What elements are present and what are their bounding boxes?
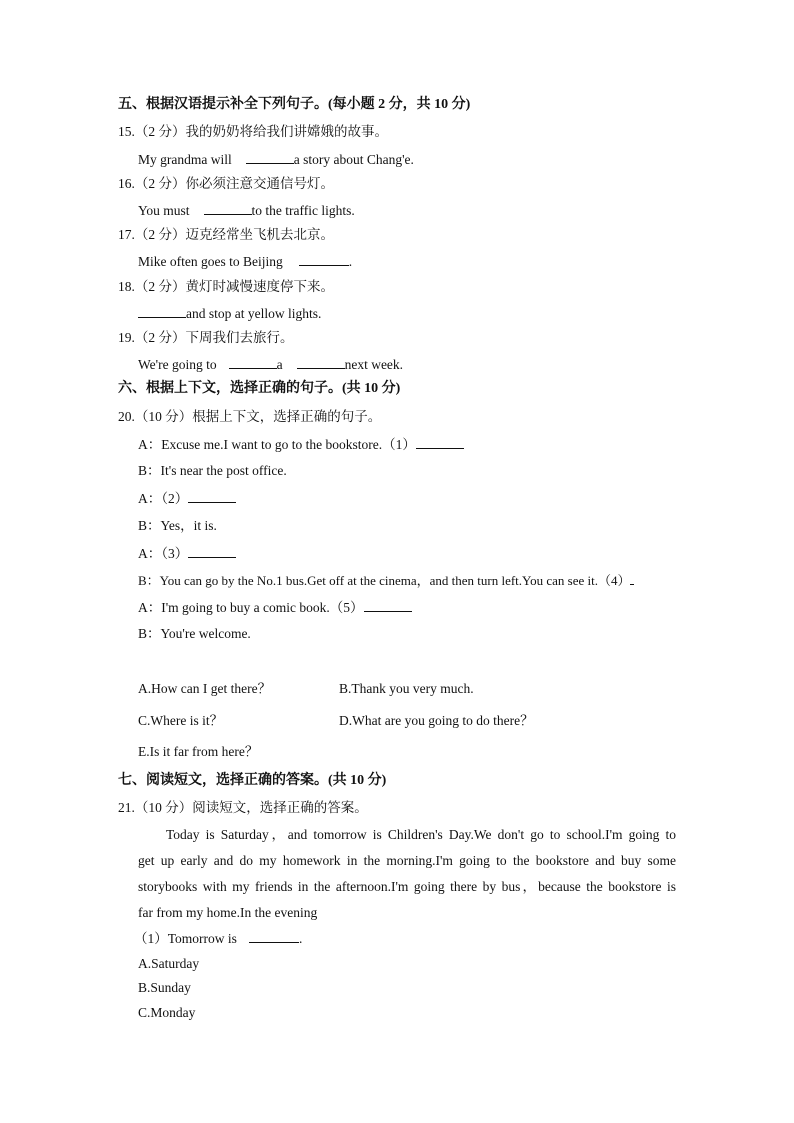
speaker-label: A： — [138, 491, 162, 506]
q17-blank[interactable] — [299, 252, 349, 266]
speaker-label: B： — [138, 626, 161, 641]
dialogue-line — [138, 517, 217, 535]
question-18-answer — [138, 304, 321, 323]
q17-text-after: . — [348, 254, 353, 269]
q18-blank[interactable] — [138, 304, 186, 318]
q16-text-after: to the traffic lights. — [251, 203, 355, 218]
q15-blank[interactable] — [246, 150, 294, 164]
q16-text-before: You must — [138, 203, 190, 218]
sub1-option-b: B.Sunday — [138, 980, 191, 995]
sub1-option-a: A.Saturday — [138, 956, 200, 971]
question-15-stem: 15.（2 分）我的奶奶将给我们讲嫦娥的故事。 — [118, 124, 388, 139]
q19-blank-1[interactable] — [229, 355, 277, 369]
speaker-label: B： — [138, 573, 160, 588]
question-16-answer — [138, 201, 355, 220]
q19-text-mid: a — [276, 357, 283, 372]
dialogue-text: （2） — [161, 491, 189, 506]
question-17-answer — [138, 252, 352, 271]
question-16-stem: 16.（2 分）你必须注意交通信号灯。 — [118, 176, 334, 191]
passage-line-4: far from my home.In the evening — [138, 905, 318, 920]
q19-text-before: We're going to — [138, 357, 217, 372]
option-a: A.How can I get there？ — [138, 681, 272, 696]
dialogue-line — [138, 544, 236, 563]
question-21-stem: 21.（10 分）阅读短文，选择正确的答案。 — [118, 800, 368, 815]
sub-question-1 — [134, 929, 302, 948]
question-20-stem: 20.（10 分）根据上下文，选择正确的句子。 — [118, 409, 382, 424]
dialogue-blank-4[interactable] — [630, 571, 634, 585]
dialogue-text: You're welcome. — [160, 626, 251, 641]
dialogue-text: I'm going to buy a comic book.（5） — [161, 600, 364, 615]
speaker-label: B： — [138, 518, 161, 533]
question-15-answer — [138, 150, 414, 169]
option-d: D.What are you going to do there？ — [339, 713, 534, 728]
passage-line-1: Today is Saturday，and tomorrow is Children's Day.We don't go to school.I'm going to — [166, 827, 676, 842]
question-19-stem: 19.（2 分）下周我们去旅行。 — [118, 330, 294, 345]
question-18-stem: 18.（2 分）黄灯时减慢速度停下来。 — [118, 279, 334, 294]
dialogue-line — [138, 571, 634, 590]
speaker-label: A： — [138, 546, 162, 561]
q17-text-before: Mike often goes to Beijing — [138, 254, 283, 269]
dialogue-blank-2[interactable] — [188, 489, 236, 503]
sub-question-1-text: （1）Tomorrow is — [134, 931, 237, 946]
q19-text-after: next week. — [344, 357, 404, 372]
option-e: E.Is it far from here？ — [138, 744, 259, 759]
q15-text-before: My grandma will — [138, 152, 232, 167]
dialogue-line — [138, 489, 236, 508]
q16-blank[interactable] — [204, 201, 252, 215]
dialogue-text: Yes，it is. — [160, 518, 217, 533]
dialogue-text: You can go by the No.1 bus.Get off at the cinema，and then turn left.You can see it.（4） — [159, 573, 631, 588]
question-17-stem: 17.（2 分）迈克经常坐飞机去北京。 — [118, 227, 334, 242]
dialogue-blank-5[interactable] — [364, 598, 412, 612]
passage-line-3: storybooks with my friends in the afternoon.I'm going there by bus，because the bookstore is — [138, 879, 676, 894]
dialogue-line — [138, 435, 464, 454]
speaker-label: A： — [138, 437, 162, 452]
dialogue-text: （3） — [161, 546, 189, 561]
dialogue-line — [138, 598, 412, 617]
question-19-answer — [138, 355, 403, 374]
dialogue-line — [138, 625, 251, 643]
speaker-label: A： — [138, 600, 162, 615]
q18-text-after: and stop at yellow lights. — [186, 306, 322, 321]
sub-question-1-after: . — [298, 931, 303, 946]
sub-question-1-blank[interactable] — [249, 929, 299, 943]
q15-text-after: a story about Chang'e. — [293, 152, 414, 167]
option-c: C.Where is it？ — [138, 713, 224, 728]
section-title-6: 六、根据上下文，选择正确的句子。(共 10 分) — [118, 381, 401, 396]
section-title-5: 五、根据汉语提示补全下列句子。(每小题 2 分，共 10 分) — [118, 97, 471, 112]
option-b: B.Thank you very much. — [339, 681, 474, 696]
speaker-label: B： — [138, 463, 161, 478]
dialogue-blank-1[interactable] — [416, 435, 464, 449]
sub1-option-c: C.Monday — [138, 1005, 196, 1020]
passage-line-2: get up early and do my homework in the morning.I'm going to the bookstore and buy some — [138, 853, 676, 868]
dialogue-blank-3[interactable] — [188, 544, 236, 558]
dialogue-line — [138, 462, 287, 480]
dialogue-text: Excuse me.I want to go to the bookstore.（1） — [161, 437, 416, 452]
section-title-7: 七、阅读短文，选择正确的答案。(共 10 分) — [118, 773, 387, 788]
q19-blank-2[interactable] — [297, 355, 345, 369]
dialogue-text: It's near the post office. — [160, 463, 287, 478]
